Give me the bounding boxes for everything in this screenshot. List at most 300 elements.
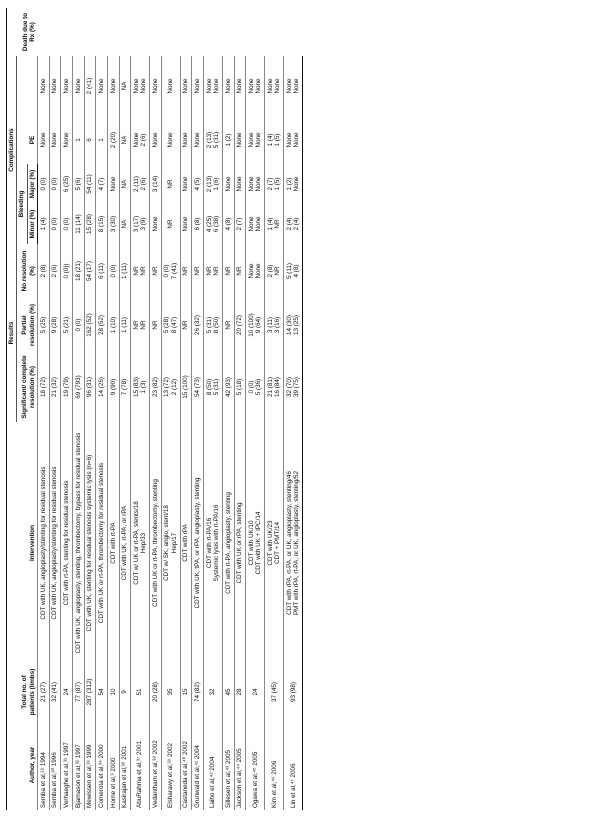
no-resolution-header: No resolution (%) <box>21 250 36 292</box>
cell-total-patients: 21 (27) <box>38 664 50 720</box>
cell-minor-bleeding-line: 15 (28) <box>86 214 94 234</box>
cell-partial-resolution-line: 8 (50) <box>213 316 221 334</box>
cell-intervention-line: PMT with rPA, rt-PA, or UK, angioplasty, stenting/52 <box>293 470 301 616</box>
cell-pe <box>131 116 150 164</box>
cell-partial-resolution-line: 26 (32) <box>194 315 202 335</box>
cell-major-bleeding <box>73 164 85 204</box>
cell-significant-resolution-line: 19 (79) <box>63 377 71 397</box>
cell-minor-bleeding-line: 11 (14) <box>74 214 82 234</box>
cell-pe-line: None <box>194 132 202 148</box>
cell-major-bleeding <box>131 164 150 204</box>
cell-pe <box>265 116 284 164</box>
cell-death-line: None <box>285 78 293 94</box>
cell-minor-bleeding-line: 0 (0) <box>51 217 59 231</box>
cell-intervention-line: CDT with UK or rt-PA, thrombectomy for residual stenosis <box>97 462 105 624</box>
cell-major-bleeding-line: NR <box>167 179 175 189</box>
cell-partial-resolution <box>61 298 73 352</box>
cell-partial-resolution <box>119 298 131 352</box>
cell-no-resolution <box>49 244 61 298</box>
cell-significant-resolution-line: 5 (36) <box>255 378 263 396</box>
table-body <box>38 8 303 810</box>
cell-major-bleeding-line: 5 (6) <box>74 177 82 191</box>
cell-no-resolution-line: NR <box>140 266 148 276</box>
cell-significant-resolution-line: 1 (3) <box>140 380 148 394</box>
cell-pe-line: None <box>132 132 140 148</box>
cell-partial-resolution <box>107 298 119 352</box>
cell-intervention <box>223 422 235 664</box>
cell-pe <box>223 116 235 164</box>
cell-major-bleeding <box>180 164 192 204</box>
cell-minor-bleeding <box>150 204 162 244</box>
cell-intervention <box>265 422 284 664</box>
major-bleeding-header: Major (%) <box>27 164 37 204</box>
cell-no-resolution <box>180 244 192 298</box>
cell-significant-resolution <box>38 352 50 422</box>
cell-death <box>265 56 284 116</box>
cell-major-bleeding <box>204 164 223 204</box>
cell-intervention <box>84 422 96 664</box>
cell-total-patients: 74 (82) <box>192 664 204 720</box>
cell-intervention <box>49 422 61 664</box>
cell-significant-resolution <box>49 352 61 422</box>
cell-major-bleeding <box>284 164 303 204</box>
cell-major-bleeding-line: 6 (25) <box>63 175 71 193</box>
partial-resolution-header: Partial resolution (%) <box>21 304 36 346</box>
cell-significant-resolution-line: 14 (26) <box>97 377 105 397</box>
cell-total-patients: 9 <box>119 664 131 720</box>
cell-pe <box>204 116 223 164</box>
cell-death-line: None <box>236 78 244 94</box>
cell-significant-resolution-line: 39 (75) <box>293 377 301 397</box>
cell-minor-bleeding-line: 4 (25) <box>205 215 213 233</box>
pe-header: PE <box>28 135 36 145</box>
table-row <box>192 8 204 810</box>
cell-death-line: None <box>205 78 213 94</box>
cell-minor-bleeding <box>84 204 96 244</box>
cell-total-patients: 51 <box>131 664 150 720</box>
cell-total-patients: 10 <box>107 664 119 720</box>
cell-partial-resolution <box>284 298 303 352</box>
cell-major-bleeding-line: 3 (14) <box>151 175 159 193</box>
cell-significant-resolution-line: 96 (31) <box>86 377 94 397</box>
cell-significant-resolution <box>84 352 96 422</box>
cell-intervention <box>61 422 73 664</box>
cell-pe-line: None <box>255 132 263 148</box>
cell-significant-resolution-line: 15 (100) <box>182 375 190 399</box>
cell-minor-bleeding-line: 6 (38) <box>213 215 221 233</box>
cell-partial-resolution <box>180 298 192 352</box>
cell-significant-resolution-line: 15 (83) <box>132 377 140 397</box>
intervention-header: Intervention <box>7 422 38 664</box>
cell-pe <box>234 116 246 164</box>
cell-major-bleeding-line: None <box>182 176 190 192</box>
cell-pe <box>49 116 61 164</box>
cell-pe <box>84 116 96 164</box>
cell-pe <box>150 116 162 164</box>
cell-major-bleeding-line: None <box>109 176 117 192</box>
cell-significant-resolution <box>223 352 235 422</box>
cell-death <box>107 56 119 116</box>
cell-no-resolution-line: 4 (8) <box>293 264 301 278</box>
cell-author: Laiho et al,⁴² 2004 <box>204 720 223 810</box>
cell-total-patients: 45 <box>223 664 235 720</box>
cell-partial-resolution-line: NR <box>224 320 232 330</box>
cell-intervention-line: CDT + PMT/14 <box>274 521 282 565</box>
cell-partial-resolution-line: NR <box>132 320 140 330</box>
cell-minor-bleeding-line: 4 (8) <box>224 217 232 231</box>
cell-pe-line: 1 <box>97 138 105 142</box>
cell-total-patients: 35 <box>161 664 180 720</box>
table-row <box>119 8 131 810</box>
cell-significant-resolution-line: 23 (82) <box>151 377 159 397</box>
cell-no-resolution-line: None <box>247 263 255 279</box>
cell-major-bleeding <box>161 164 180 204</box>
cell-no-resolution <box>131 244 150 298</box>
cell-no-resolution-line: NR <box>274 266 282 276</box>
cell-significant-resolution <box>131 352 150 422</box>
cell-death-line: None <box>74 78 82 94</box>
cell-total-patients: 32 <box>204 664 223 720</box>
cell-minor-bleeding-line: 3 (17) <box>132 215 140 233</box>
results-header: Results <box>7 244 17 422</box>
cell-partial-resolution-line: 1 (11) <box>121 317 129 333</box>
cell-author: Mewissen et al,³³ 1999 <box>84 720 96 810</box>
cell-author: Bjarnason et al,³² 1997 <box>73 720 85 810</box>
cell-pe-line: None <box>285 132 293 148</box>
cell-minor-bleeding <box>107 204 119 244</box>
cell-major-bleeding <box>49 164 61 204</box>
cell-no-resolution-line: NR <box>194 266 202 276</box>
cell-total-patients: 24 <box>246 664 265 720</box>
cell-pe-line: 1 <box>74 138 82 142</box>
cell-death-line: None <box>194 78 202 94</box>
minor-bleeding-header: Minor (%) <box>27 204 37 244</box>
cell-minor-bleeding-line: 3 (9) <box>140 217 148 231</box>
cell-significant-resolution-line: 21 (81) <box>266 377 274 397</box>
cell-author: Jackson et al,⁴⁴ 2005 <box>234 720 246 810</box>
cell-no-resolution-line: 0 (0)) <box>63 263 71 279</box>
cell-no-resolution-line: NR <box>224 266 232 276</box>
cell-no-resolution <box>73 244 85 298</box>
cell-partial-resolution-line: 162 (52) <box>86 313 94 337</box>
cell-partial-resolution-line: NR <box>140 320 148 330</box>
cell-no-resolution-line: 6 (11) <box>97 263 105 279</box>
cell-author: Vedantham et al,³⁸ 2002 <box>150 720 162 810</box>
cell-no-resolution <box>161 244 180 298</box>
cell-no-resolution <box>265 244 284 298</box>
cell-pe <box>38 116 50 164</box>
cell-partial-resolution-line: 3 (11) <box>266 317 274 333</box>
cell-significant-resolution <box>107 352 119 422</box>
cell-author: Elsharawy et al,³⁹ 2002 <box>161 720 180 810</box>
cell-no-resolution <box>84 244 96 298</box>
cell-minor-bleeding-line: None <box>247 216 255 232</box>
cell-intervention-line: CDT w/ SK, angio, stent/18 <box>163 505 171 581</box>
cell-intervention-line: CDT with rPA <box>182 524 190 562</box>
cell-no-resolution <box>119 244 131 298</box>
cell-partial-resolution <box>96 298 108 352</box>
cell-pe-line: None <box>39 132 47 148</box>
cell-total-patients: 93 (98) <box>284 664 303 720</box>
cell-pe <box>180 116 192 164</box>
cell-death-line: NA <box>121 81 129 91</box>
cell-partial-resolution-line: 14 (30) <box>285 315 293 335</box>
cell-author: Verhaeghe et al,³¹ 1997 <box>61 720 73 810</box>
cell-partial-resolution-line: 5 (28) <box>163 316 171 334</box>
cell-minor-bleeding <box>180 204 192 244</box>
cell-partial-resolution-line: NR <box>151 320 159 330</box>
cell-death-line: None <box>167 78 175 94</box>
cell-major-bleeding-line: 2 (7) <box>266 177 274 191</box>
cell-pe <box>161 116 180 164</box>
cell-total-patients: 24 <box>61 664 73 720</box>
cell-partial-resolution <box>223 298 235 352</box>
cell-death-line: None <box>97 78 105 94</box>
cell-significant-resolution <box>265 352 284 422</box>
cell-death <box>192 56 204 116</box>
cell-significant-resolution-line: 13 (72) <box>163 377 171 397</box>
cell-major-bleeding-line: None <box>293 176 301 192</box>
cell-intervention-line: CDT with UK or rt-PA, thrombectomy, stenting <box>151 479 159 607</box>
cell-major-bleeding-line: None <box>255 176 263 192</box>
cell-total-patients: 287 (312) <box>84 664 96 720</box>
cell-death <box>234 56 246 116</box>
complications-header: Complications <box>7 56 17 244</box>
cell-death <box>223 56 235 116</box>
cell-no-resolution <box>61 244 73 298</box>
cell-partial-resolution <box>150 298 162 352</box>
cell-minor-bleeding-line: 6 (8) <box>194 217 202 231</box>
cell-no-resolution-line: NR <box>132 266 140 276</box>
cell-intervention <box>192 422 204 664</box>
cell-significant-resolution-line: 21 (32) <box>51 377 59 397</box>
cell-intervention <box>246 422 265 664</box>
table-row <box>61 8 73 810</box>
cell-partial-resolution-line: NR <box>182 320 190 330</box>
cell-no-resolution-line: 1 (11) <box>121 263 129 279</box>
cell-death <box>204 56 223 116</box>
cell-no-resolution-line: NR <box>205 266 213 276</box>
cell-major-bleeding-line: 2 (11) <box>132 176 140 192</box>
cell-minor-bleeding <box>119 204 131 244</box>
cell-partial-resolution-line: 9 (28) <box>51 316 59 334</box>
cell-intervention <box>180 422 192 664</box>
cell-no-resolution-line: NR <box>151 266 159 276</box>
cell-total-patients: 54 <box>96 664 108 720</box>
cell-major-bleeding-line: 0 (0) <box>51 177 59 191</box>
table-row <box>265 8 284 810</box>
cell-partial-resolution-line: 13 (25) <box>293 315 301 335</box>
cell-author: Ogawa et al,⁴⁵ 2005 <box>246 720 265 810</box>
cell-death-line: None <box>293 78 301 94</box>
cell-death-line: None <box>224 78 232 94</box>
cell-significant-resolution-line: 32 (70) <box>285 377 293 397</box>
cell-pe <box>284 116 303 164</box>
cell-no-resolution <box>150 244 162 298</box>
cell-death <box>161 56 180 116</box>
cell-partial-resolution <box>73 298 85 352</box>
cell-minor-bleeding <box>131 204 150 244</box>
thrombolysis-results-table <box>6 8 303 810</box>
cell-partial-resolution <box>265 298 284 352</box>
cell-death-line: None <box>213 78 221 94</box>
cell-significant-resolution <box>192 352 204 422</box>
cell-total-patients: 28 <box>234 664 246 720</box>
cell-major-bleeding <box>223 164 235 204</box>
cell-pe <box>107 116 119 164</box>
cell-death-line: None <box>132 78 140 94</box>
cell-major-bleeding <box>265 164 284 204</box>
cell-no-resolution-line: 2 (6) <box>51 264 59 278</box>
cell-pe-line: None <box>63 132 71 148</box>
table-row <box>84 8 96 810</box>
table-row <box>107 8 119 810</box>
cell-intervention-line: CDT with UK/10 <box>247 520 255 566</box>
cell-intervention-line: CDT with rt-PA, stenting for residual stenosis <box>63 480 71 606</box>
cell-major-bleeding-line: 0 (0) <box>39 177 47 191</box>
cell-no-resolution-line: 2 (8) <box>39 264 47 278</box>
cell-partial-resolution-line: 9 (64) <box>255 316 263 334</box>
cell-partial-resolution-line: 5 (21) <box>63 316 71 334</box>
cell-major-bleeding-line: None <box>224 176 232 192</box>
cell-death-line: None <box>63 78 71 94</box>
cell-no-resolution-line: None <box>255 263 263 279</box>
cell-pe-line: None <box>167 132 175 148</box>
table-row <box>96 8 108 810</box>
cell-significant-resolution-line: 5 (18) <box>236 378 244 396</box>
cell-significant-resolution <box>234 352 246 422</box>
death-header: Death due to Rx (%) <box>7 8 38 56</box>
cell-partial-resolution-line: 10 (100) <box>247 313 255 337</box>
cell-minor-bleeding <box>223 204 235 244</box>
cell-pe-line: 2 (6) <box>140 133 148 147</box>
cell-intervention-line: CDT with UK/23 <box>266 520 274 566</box>
cell-minor-bleeding-line: 2 (4) <box>285 217 293 231</box>
cell-death <box>38 56 50 116</box>
cell-significant-resolution-line: 18 (72) <box>39 377 47 397</box>
cell-minor-bleeding <box>61 204 73 244</box>
cell-death-line: None <box>109 78 117 94</box>
table-row <box>284 8 303 810</box>
cell-minor-bleeding <box>265 204 284 244</box>
cell-intervention-line: CDT with UK or rPA, stenting <box>236 502 244 584</box>
cell-intervention-line: CDT with UK + IPC/14 <box>255 511 263 575</box>
table-row <box>49 8 61 810</box>
cell-pe <box>192 116 204 164</box>
significant-resolution-header: Significant/ complete resolution (%) <box>21 355 36 419</box>
cell-intervention <box>234 422 246 664</box>
cell-death <box>246 56 265 116</box>
cell-intervention-line: CDT with UK, tPA, or rPA, angioplasty, stenting <box>194 477 202 609</box>
cell-intervention-line: Systemic lysis with rt-PA/16 <box>213 504 221 582</box>
cell-significant-resolution <box>61 352 73 422</box>
cell-significant-resolution-line: 54 (73) <box>194 377 202 397</box>
total-patients-header: Total no. of patients (limbs) <box>7 664 38 720</box>
cell-major-bleeding <box>38 164 50 204</box>
cell-partial-resolution-line: 1 (10) <box>109 316 117 334</box>
cell-death <box>180 56 192 116</box>
cell-intervention-line: CDT with UK, stenting for residual stenosis systemic lysis (n=6) <box>86 454 94 632</box>
cell-partial-resolution-line: 8 (47) <box>170 316 178 334</box>
cell-major-bleeding <box>84 164 96 204</box>
cell-author: AbuRahma et al,³⁷ 2001 <box>131 720 150 810</box>
cell-no-resolution <box>246 244 265 298</box>
cell-death <box>150 56 162 116</box>
cell-major-bleeding-line: None <box>236 176 244 192</box>
cell-intervention-line: CDT with rPA, rt-PA, or UK, angioplasty, stenting/46 <box>285 471 293 615</box>
cell-major-bleeding-line: NA <box>121 179 129 189</box>
cell-major-bleeding <box>96 164 108 204</box>
cell-pe-line: None <box>151 132 159 148</box>
cell-no-resolution-line: 0 (0) <box>163 264 171 278</box>
cell-intervention <box>38 422 50 664</box>
cell-intervention <box>204 422 223 664</box>
cell-major-bleeding <box>150 164 162 204</box>
table-row <box>150 8 162 810</box>
cell-pe <box>119 116 131 164</box>
cell-significant-resolution-line: 16 (84) <box>274 377 282 397</box>
cell-pe-line: None <box>247 132 255 148</box>
cell-author: Comerota et al,³⁴ 2000 <box>96 720 108 810</box>
cell-significant-resolution-line: 42 (93) <box>224 377 232 397</box>
cell-intervention-line: CDT with rt-PA/16 <box>205 517 213 569</box>
cell-major-bleeding-line: 4 (7) <box>97 177 105 191</box>
cell-death <box>61 56 73 116</box>
table-row <box>161 8 180 810</box>
cell-death-line: None <box>247 78 255 94</box>
cell-significant-resolution-line: 69 (793) <box>74 375 82 399</box>
author-header: Author, year <box>7 720 38 810</box>
cell-pe-line: NA <box>121 135 129 145</box>
cell-minor-bleeding-line: 8 (15) <box>97 215 105 233</box>
cell-major-bleeding-line: 4 (5) <box>194 177 202 191</box>
cell-pe <box>73 116 85 164</box>
cell-major-bleeding <box>61 164 73 204</box>
cell-intervention <box>131 422 150 664</box>
cell-intervention <box>284 422 303 664</box>
cell-minor-bleeding-line: NR <box>274 219 282 229</box>
cell-minor-bleeding-line: 0 (0) <box>63 217 71 231</box>
cell-major-bleeding-line: 1 (6) <box>213 177 221 191</box>
cell-intervention-line: CDT with UK, rt-PA, or rPA <box>121 505 129 581</box>
table-row <box>38 8 50 810</box>
cell-author: Sillesen et al,⁴³ 2005 <box>223 720 235 810</box>
cell-significant-resolution <box>119 352 131 422</box>
cell-minor-bleeding <box>73 204 85 244</box>
cell-author: Kim et al,⁴⁶ 2006 <box>265 720 284 810</box>
cell-no-resolution-line: 18 (21) <box>74 261 82 281</box>
cell-death-line: None <box>51 78 59 94</box>
cell-pe-line: None <box>182 132 190 148</box>
cell-total-patients: 77 (87) <box>73 664 85 720</box>
cell-intervention-line: CDT w/ UK or rt-PA, stents/18 <box>132 501 140 585</box>
cell-minor-bleeding <box>284 204 303 244</box>
cell-intervention <box>150 422 162 664</box>
cell-partial-resolution-line: 28 (52) <box>97 315 105 335</box>
cell-partial-resolution <box>246 298 265 352</box>
cell-intervention-line: CDT with UK, angioplasty/stenting for residual stenosis <box>39 466 47 620</box>
cell-total-patients: 15 <box>180 664 192 720</box>
cell-total-patients: 37 (45) <box>265 664 284 720</box>
cell-significant-resolution-line: 8 (50) <box>205 378 213 396</box>
cell-partial-resolution-line: 5 (25) <box>39 316 47 334</box>
table-row <box>223 8 235 810</box>
cell-significant-resolution <box>246 352 265 422</box>
table-row <box>180 8 192 810</box>
cell-intervention <box>96 422 108 664</box>
cell-minor-bleeding <box>161 204 180 244</box>
cell-pe-line: 5 (31) <box>213 131 221 149</box>
